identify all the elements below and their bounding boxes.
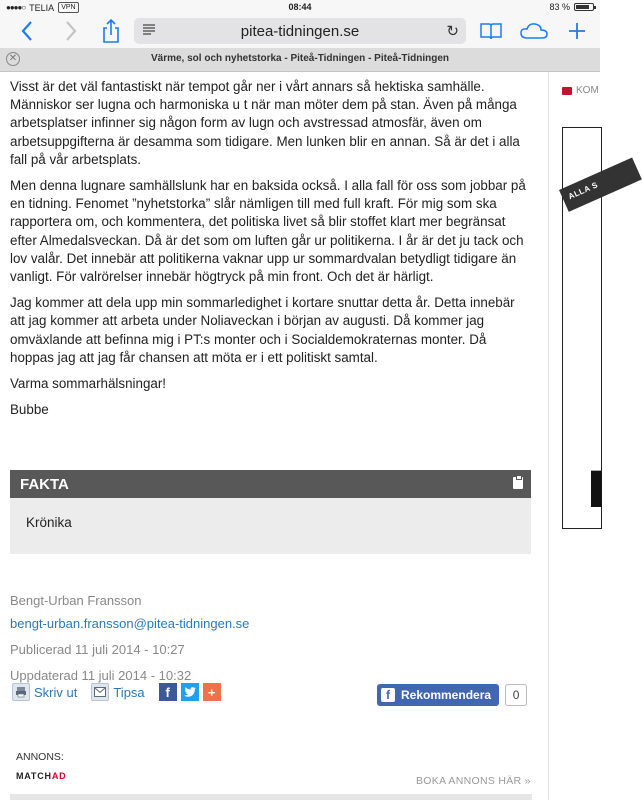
updated-date: Uppdaterad 11 juli 2014 - 10:32 xyxy=(10,668,192,683)
share-icon xyxy=(102,19,120,43)
comments-label: KOM xyxy=(576,85,599,96)
reload-icon[interactable]: ↻ xyxy=(446,23,459,40)
icloud-tabs-button[interactable] xyxy=(518,18,550,44)
share-button[interactable] xyxy=(98,18,124,44)
share-row xyxy=(12,683,225,701)
plus-share-icon[interactable]: + xyxy=(203,683,221,701)
facebook-share-icon[interactable]: f xyxy=(159,683,177,701)
facebook-recommend xyxy=(377,684,527,706)
carrier-label: TELIA xyxy=(29,2,55,13)
address-bar[interactable] xyxy=(134,18,466,44)
vpn-badge: VPN xyxy=(58,2,78,13)
sidebar-ad-band: ALLA S xyxy=(559,157,642,211)
sidebar-ad-shape: ▌ xyxy=(591,472,613,505)
envelope-icon xyxy=(91,683,109,701)
new-tab-button[interactable] xyxy=(564,18,590,44)
signal-icon: ●●●●○ xyxy=(6,3,26,12)
forward-button[interactable] xyxy=(58,18,84,44)
author-email-link[interactable]: bengt-urban.fransson@pitea-tidningen.se xyxy=(10,616,250,631)
battery-percent: 83 % xyxy=(549,2,570,12)
book-ad-link[interactable]: BOKA ANNONS HÄR » xyxy=(416,775,531,787)
print-label: Skriv ut xyxy=(34,684,78,700)
url-text: pitea-tidningen.se xyxy=(240,22,360,40)
chevron-left-icon xyxy=(21,21,33,41)
comment-bubble-icon xyxy=(562,87,572,95)
article-paragraph: Men denna lugnare samhällslunk har en baksida också. I alla fall för oss som jobbar på en tidning. Fenomet ”nyhetstorka” slår nämligen till med full kraft. För mig som ska rapportera om, och kommentera, det politiska livet så blir stoffet klart mer begränsat efter Almedalsveckan. Då är det som om luften går ur politikerna. I år är det ju tack och lov valår. Det innebär att politikerna vaknar upp ur sommardvalan betydligt tidigare än vanligt. För valrörelser innebär högtryck på min front. Och det är härligt. xyxy=(10,178,526,285)
tab-bar xyxy=(0,48,600,72)
article-paragraph: Visst är det väl fantastiskt när tempot går ner i vårt annars så hektiska samhälle. Människor ser lugna och harmoniska u t när man möter dem på stan. Även på många arbetsplatser infinner sig någon form av lugn och avstressad atmosfär, även om arbetsuppgifterna är desamma som tidigare. Men lunken blir en annan. Så är det i alla fall på vår arbetsplats. xyxy=(10,79,520,167)
tab-title[interactable]: Värme, sol och nyhetstorka - Piteå-Tidningen - Piteå-Tidningen xyxy=(150,53,449,64)
battery-icon xyxy=(574,3,594,11)
chevron-right-icon xyxy=(65,21,77,41)
article-paragraph: Varma sommarhälsningar! xyxy=(10,376,167,392)
plus-icon xyxy=(568,22,586,40)
matchad-logo[interactable] xyxy=(16,771,66,781)
tip-button[interactable] xyxy=(91,683,144,701)
comments-link[interactable] xyxy=(562,85,599,96)
matchad-prefix: MATCH xyxy=(16,771,52,781)
facebook-icon: f xyxy=(381,688,395,702)
published-date: Publicerad 11 juli 2014 - 10:27 xyxy=(10,642,185,657)
fakta-body: Krönika xyxy=(26,515,72,530)
browser-toolbar xyxy=(0,14,600,48)
ad-label: ANNONS: xyxy=(16,751,64,763)
article-body xyxy=(10,78,532,427)
tip-label: Tipsa xyxy=(113,684,145,700)
fakta-header xyxy=(10,470,531,498)
recommend-button[interactable] xyxy=(377,684,499,706)
clock: 08:44 xyxy=(288,2,312,12)
article-signature: Bubbe xyxy=(10,402,49,418)
back-button[interactable] xyxy=(14,18,40,44)
book-icon xyxy=(480,22,502,40)
column-divider xyxy=(548,72,549,800)
sidebar-ad[interactable] xyxy=(562,127,613,529)
article-paragraph: Jag kommer att dela upp min sommarledighet i kortare snuttar detta år. Detta innebär att jag kommer att arbeta under Noliaveckan i början av augusti. Då kommer jag omväxlande att befinna mig i PT:s monter och i Socialdemokraternas monter. Då hoppas jag att jag får chansen att möta er i ett politiskt samtal. xyxy=(10,295,515,365)
fakta-box xyxy=(10,470,531,554)
clipboard-icon xyxy=(513,477,523,489)
matchad-suffix: AD xyxy=(51,771,67,781)
status-right xyxy=(549,2,594,12)
twitter-share-icon[interactable] xyxy=(181,683,199,701)
print-button[interactable] xyxy=(12,683,77,701)
reader-icon[interactable] xyxy=(142,23,156,37)
byline xyxy=(10,589,249,687)
author-name: Bengt-Urban Fransson xyxy=(10,593,142,608)
fakta-heading: FAKTA xyxy=(20,476,69,493)
cloud-icon xyxy=(520,22,548,40)
recommend-label: Rekommendera xyxy=(401,688,492,702)
status-bar xyxy=(0,0,600,14)
close-tab-icon[interactable]: ✕ xyxy=(6,52,20,66)
bookmarks-button[interactable] xyxy=(478,18,504,44)
recommend-count: 0 xyxy=(505,684,527,706)
printer-icon xyxy=(12,683,30,701)
ad-banner-placeholder xyxy=(10,794,532,800)
